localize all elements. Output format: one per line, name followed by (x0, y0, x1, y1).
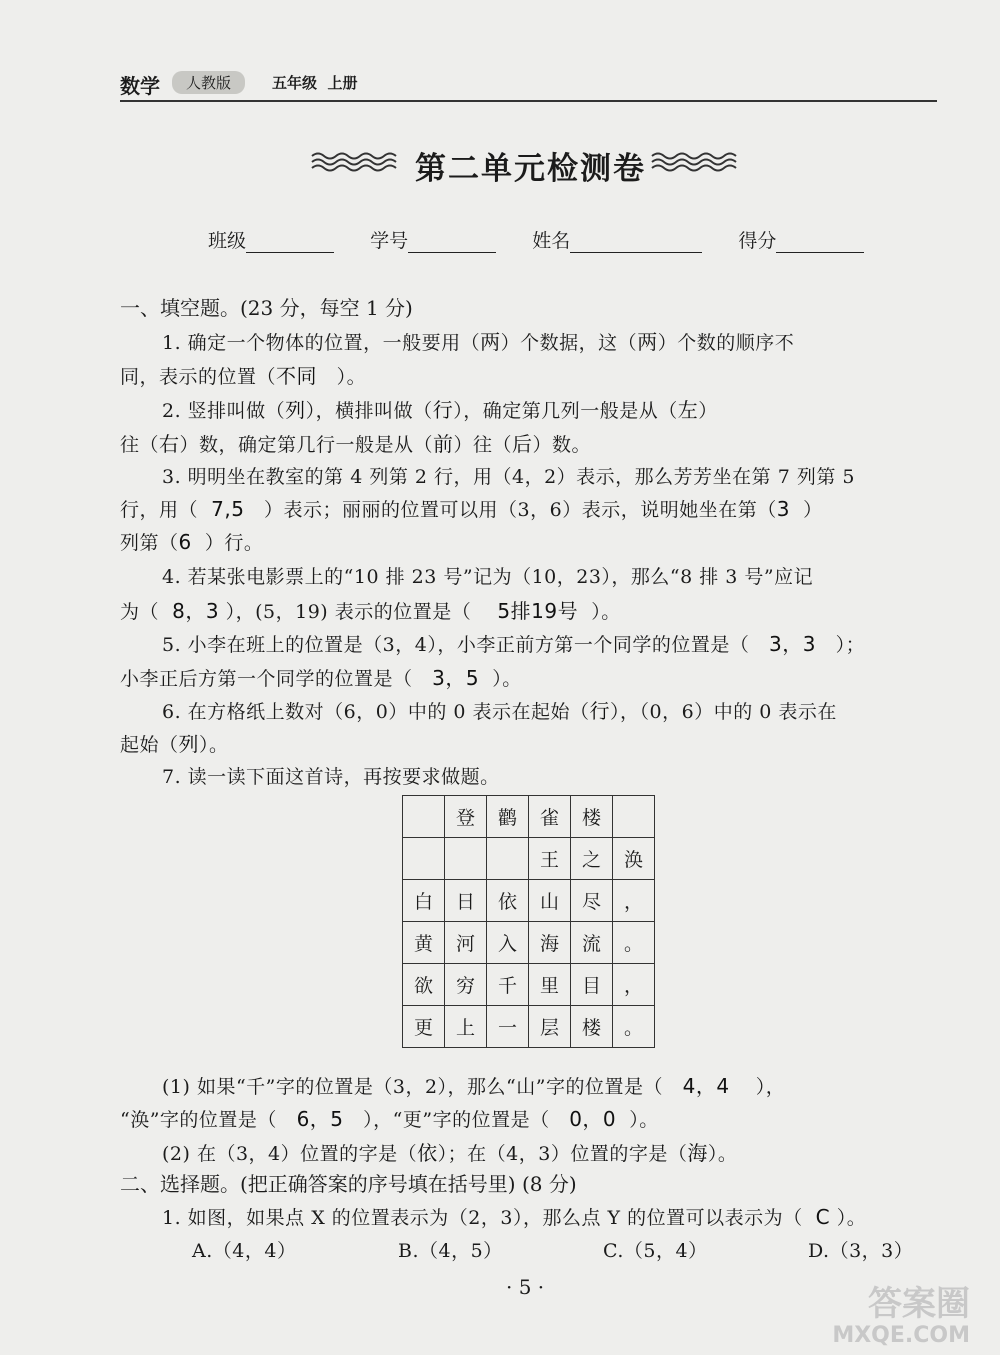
number-field[interactable] (408, 232, 496, 253)
q4-line1: 4. 若某张电影票上的“10 排 23 号”记为（10，23），那么“8 排 3 号”应记 (162, 566, 814, 588)
q1-answer-3[interactable]: 不同 (276, 364, 318, 388)
q6-line1 (162, 695, 837, 724)
subject-label: 数学 (120, 74, 160, 98)
poem-cell: 。 (613, 922, 655, 964)
q1-line2 (120, 360, 366, 389)
q7-1-text-4: ），“更”字的位置是（ (363, 1109, 550, 1131)
poem-cell: ， (613, 880, 655, 922)
poem-cell: ， (613, 964, 655, 1006)
q1-text-1: 1. 确定一个物体的位置，一般要用（ (162, 332, 481, 354)
poem-cell (445, 838, 487, 880)
q2-line2 (120, 428, 591, 457)
q7-1-answer-2[interactable]: 6，5 (296, 1107, 344, 1131)
poem-cell: 流 (571, 922, 613, 964)
q2-text-7: ）往（ (453, 434, 513, 456)
poem-cell (403, 838, 445, 880)
q7-1-text-5: ）。 (629, 1109, 659, 1131)
q6-text-1: 6. 在方格纸上数对（6，0）中的 0 表示在起始（ (162, 701, 590, 723)
q5-answer-2[interactable]: 3，5 (432, 666, 480, 690)
poem-row (403, 838, 655, 880)
q2-answer-1[interactable]: 列 (285, 398, 306, 422)
q3-answer-1[interactable]: 7,5 (211, 497, 245, 521)
poem-cell: 河 (445, 922, 487, 964)
q6-answer-1[interactable]: 行 (589, 699, 611, 723)
q3-text-4: ） (803, 499, 823, 521)
q7-2-text-2: ）；在（4，3）位置的字是（ (437, 1143, 688, 1165)
poem-cell: 上 (445, 1006, 487, 1048)
poem-grid (402, 795, 655, 1048)
option-c[interactable]: C.（5，4） (603, 1240, 708, 1262)
q4-line2 (120, 595, 621, 624)
header-rule (120, 100, 937, 102)
q3-text-2: 行，用（ (120, 499, 199, 521)
number-label: 学号 (370, 230, 409, 252)
q5-text-2: ）； (835, 634, 866, 656)
q7-1-line1 (162, 1070, 785, 1099)
q3-answer-3[interactable]: 6 (178, 530, 192, 554)
q6-text-2: ），（0，6）中的 0 表示在 (610, 701, 837, 723)
poem-cell: 里 (529, 964, 571, 1006)
q3-text-3: ）表示；丽丽的位置可以用（3，6）表示，说明她坐在第（ (264, 499, 777, 521)
q5-text-3: 小李正后方第一个同学的位置是（ (120, 668, 413, 690)
poem-cell: 海 (529, 922, 571, 964)
q2-text-6: ）数，确定第几行一般是从（ (179, 434, 434, 456)
q6-answer-2[interactable]: 列 (178, 732, 200, 756)
option-d[interactable]: D.（3，3） (808, 1240, 914, 1262)
poem-cell: 王 (529, 838, 571, 880)
class-label: 班级 (208, 230, 247, 252)
page-number: · 5 · (506, 1275, 545, 1299)
section1-heading: 一、填空题。(23 分，每空 1 分) (120, 296, 413, 320)
s2-q1-line (162, 1203, 866, 1230)
poem-cell: 楼 (571, 1006, 613, 1048)
q1-answer-2[interactable]: 两 (637, 330, 658, 354)
edition-badge: 人教版 (172, 71, 245, 94)
poem-cell: 千 (487, 964, 529, 1006)
poem-row (403, 796, 655, 838)
wave-left-decoration (310, 150, 405, 174)
option-b[interactable]: B.（4，5） (398, 1240, 503, 1262)
q7-1-line2 (120, 1103, 659, 1132)
q5-text-1: 5. 小李在班上的位置是（3，4），小李正前方第一个同学的位置是（ (162, 634, 750, 656)
q7-1-answer-1[interactable]: 4，4 (682, 1074, 730, 1098)
poem-cell: 山 (529, 880, 571, 922)
q5-answer-1[interactable]: 3，3 (768, 632, 816, 656)
poem-cell (403, 796, 445, 838)
poem-cell: 更 (403, 1006, 445, 1048)
q2-text-4: ） (698, 400, 718, 422)
poem-cell: 穷 (445, 964, 487, 1006)
poem-cell: 登 (445, 796, 487, 838)
poem-cell: 黄 (403, 922, 445, 964)
q1-text-3: ）个数的顺序不 (657, 332, 795, 354)
q5-text-4: ）。 (492, 668, 522, 690)
q3-line1: 3. 明明坐在教室的第 4 列第 2 行，用（4，2）表示，那么芳芳坐在第 7 列第 5 (162, 466, 855, 488)
poem-cell: 一 (487, 1006, 529, 1048)
q4-text-2: 为（ (120, 601, 160, 623)
q7-1-text-3: “涣”字的位置是（ (120, 1109, 277, 1131)
q2-text-1: 2. 竖排叫做（ (162, 400, 286, 422)
poem-cell: 涣 (613, 838, 655, 880)
q2-answer-3[interactable]: 左 (677, 398, 699, 422)
poem-cell: 楼 (571, 796, 613, 838)
q1-line1 (162, 326, 794, 355)
poem-cell (613, 796, 655, 838)
q7-2-text-3: ）。 (707, 1143, 738, 1165)
q5-line2 (120, 662, 522, 691)
q7-1-text-1: (1) 如果“千”字的位置是（3，2），那么“山”字的位置是（ (162, 1076, 663, 1098)
grade-text: 五年级 (272, 74, 318, 92)
q3-text-6: ）行。 (204, 532, 264, 554)
watermark (832, 1285, 970, 1349)
s2-q1-text-2: ）。 (836, 1207, 867, 1229)
poem-cell: 依 (487, 880, 529, 922)
q5-line1 (162, 628, 865, 657)
wave-right-decoration (650, 150, 745, 174)
poem-row (403, 1006, 655, 1048)
q2-text-2: ），横排叫做（ (305, 400, 433, 422)
s2-q1-answer[interactable]: C (815, 1205, 831, 1229)
q4-answer-1[interactable]: 8，3 (172, 599, 220, 623)
q1-text-4: 同，表示的位置（ (120, 366, 277, 388)
q4-text-3: ），(5，19) 表示的位置是（ (225, 601, 472, 623)
poem-cell: 入 (487, 922, 529, 964)
q7-2-text-1: (2) 在（3，4）位置的字是（ (162, 1143, 418, 1165)
volume-text: 上册 (327, 74, 358, 92)
q7-1-text-2: ）， (755, 1076, 786, 1098)
q2-text-3: ），确定第几列一般是从（ (453, 400, 678, 422)
q1-text-2: ）个数据，这（ (500, 332, 638, 354)
q2-text-8: ）数。 (532, 434, 592, 456)
q2-answer-2[interactable]: 行 (432, 398, 454, 422)
s2-q1-text-1: 1. 如图，如果点 X 的位置表示为（2，3），那么点 Y 的位置可以表示为（ (162, 1207, 803, 1229)
q3-line2 (120, 495, 823, 522)
poem-cell: 雀 (529, 796, 571, 838)
poem-cell: 鹳 (487, 796, 529, 838)
watermark-line1: 答案圈 (868, 1284, 970, 1324)
student-info-row (208, 226, 864, 253)
poem-cell: 欲 (403, 964, 445, 1006)
q2-line1 (162, 394, 718, 423)
q6-line2 (120, 728, 229, 757)
score-field[interactable] (776, 232, 864, 253)
q3-line3 (120, 528, 263, 555)
option-a[interactable]: A.（4，4） (192, 1240, 297, 1262)
section2-heading: 二、选择题。(把正确答案的序号填在括号里) (8 分) (120, 1172, 577, 1196)
q4-answer-2[interactable]: 5排19号 (497, 599, 579, 623)
q4-text-4: ）。 (591, 601, 621, 623)
name-label: 姓名 (532, 230, 571, 252)
q7-prompt: 7. 读一读下面这首诗，再按要求做题。 (162, 766, 500, 788)
poem-cell: 目 (571, 964, 613, 1006)
q2-answer-4[interactable]: 右 (159, 432, 180, 456)
poem-cell: 之 (571, 838, 613, 880)
poem-row (403, 922, 655, 964)
poem-cell: 。 (613, 1006, 655, 1048)
poem-row (403, 880, 655, 922)
watermark-line2: MXQE.COM (832, 1323, 970, 1348)
q3-answer-2[interactable]: 3 (776, 497, 790, 521)
q6-text-3: 起始（ (120, 734, 179, 756)
class-field[interactable] (246, 232, 334, 253)
q7-2-line (162, 1137, 737, 1166)
poem-row (403, 964, 655, 1006)
grade-label (272, 72, 357, 93)
name-field[interactable] (570, 232, 702, 253)
poem-cell: 尽 (571, 880, 613, 922)
q2-answer-5[interactable]: 前 (433, 432, 454, 456)
q1-text-5: ）。 (336, 366, 367, 388)
q3-text-5: 列第（ (120, 532, 179, 554)
q7-2-answer-2[interactable]: 海 (687, 1141, 708, 1165)
q6-text-4: ）。 (199, 734, 229, 756)
poem-cell (487, 838, 529, 880)
poem-cell: 白 (403, 880, 445, 922)
score-label: 得分 (738, 230, 777, 252)
page-title: 第二单元检测卷 (415, 151, 646, 187)
q7-1-answer-3[interactable]: 0，0 (569, 1107, 617, 1131)
q2-answer-6[interactable]: 后 (512, 432, 533, 456)
q1-answer-1[interactable]: 两 (480, 330, 501, 354)
q2-text-5: 往（ (120, 434, 160, 456)
poem-cell: 日 (445, 880, 487, 922)
poem-cell: 层 (529, 1006, 571, 1048)
q7-2-answer-1[interactable]: 依 (417, 1141, 438, 1165)
